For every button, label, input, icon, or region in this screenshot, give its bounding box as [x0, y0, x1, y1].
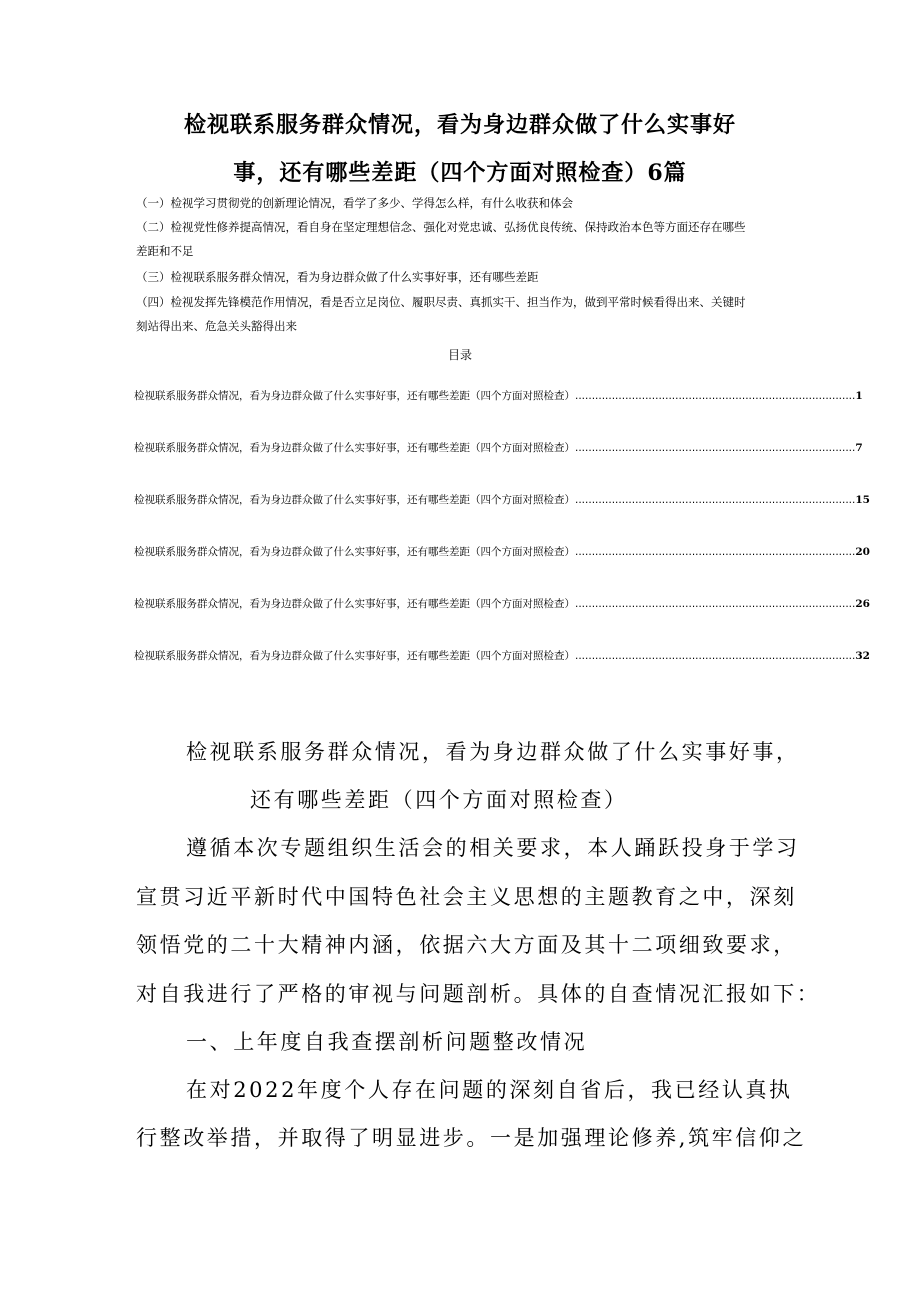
paragraph-line: 领悟党的二十大精神内涵，依据六大方面及其十二项细致要求，	[136, 933, 797, 957]
document-title-line-2: 事，还有哪些差距（四个方面对照检查）6篇	[233, 160, 687, 186]
toc-entry[interactable]	[134, 388, 863, 403]
toc-entry-title[interactable]: 检视联系服务群众情况，看为身边群众做了什么实事好事，还有哪些差距（四个方面对照检查）	[134, 546, 575, 558]
toc-leader-dots: ....................................................................................	[575, 546, 856, 558]
article-title-line-2: 还有哪些差距（四个方面对照检查）	[250, 788, 628, 812]
subtitle-line: （四）检视发挥先锋模范作用情况，看是否立足岗位、履职尽责、真抓实干、担当作为，做到平常时候看得出来、关键时	[136, 295, 746, 309]
toc-entry-page[interactable]: 15	[855, 494, 870, 506]
toc-entry[interactable]	[134, 492, 870, 507]
toc-leader-dots: ....................................................................................	[575, 390, 856, 402]
toc-entry[interactable]	[134, 596, 870, 611]
subtitle-line: 差距和不足	[136, 244, 194, 258]
subtitle-line: （二）检视党性修养提高情况，看自身在坚定理想信念、强化对党忠诚、弘扬优良传统、保持政治本色等方面还存在哪些	[136, 220, 746, 234]
toc-entry-title[interactable]: 检视联系服务群众情况，看为身边群众做了什么实事好事，还有哪些差距（四个方面对照检查）	[134, 390, 575, 402]
toc-leader-dots: ....................................................................................	[575, 494, 856, 506]
subtitle-line: （一）检视学习贯彻党的创新理论情况，看学了多少、学得怎么样，有什么收获和体会	[136, 196, 573, 210]
toc-entry-title[interactable]: 检视联系服务群众情况，看为身边群众做了什么实事好事，还有哪些差距（四个方面对照检查）	[134, 650, 575, 662]
toc-entry[interactable]	[134, 440, 863, 455]
toc-entry[interactable]	[134, 648, 870, 663]
subtitle-line: 刻站得出来、危急关头豁得出来	[136, 319, 297, 333]
paragraph-line: 在对2022年度个人存在问题的深刻自省后，我已经认真执	[186, 1078, 793, 1102]
article-title-line-1: 检视联系服务群众情况，看为身边群众做了什么实事好事，	[186, 740, 800, 764]
paragraph-line: 对自我进行了严格的审视与问题剖析。具体的自查情况汇报如下：	[136, 982, 821, 1006]
toc-leader-dots: ....................................................................................	[575, 442, 856, 454]
toc-entry-page[interactable]: 20	[855, 546, 870, 558]
toc-entry-page[interactable]: 32	[855, 650, 870, 662]
section-heading: 一、上年度自我查摆剖析问题整改情况	[186, 1030, 588, 1054]
toc-heading: 目录	[447, 348, 472, 362]
paragraph-line: 行整改举措，并取得了明显进步。一是加强理论修养,筑牢信仰之	[136, 1126, 807, 1150]
toc-leader-dots: ....................................................................................	[575, 650, 856, 662]
toc-entry-title[interactable]: 检视联系服务群众情况，看为身边群众做了什么实事好事，还有哪些差距（四个方面对照检查）	[134, 598, 575, 610]
toc-entry-title[interactable]: 检视联系服务群众情况，看为身边群众做了什么实事好事，还有哪些差距（四个方面对照检查）	[134, 442, 575, 454]
subtitle-line: （三）检视联系服务群众情况，看为身边群众做了什么实事好事，还有哪些差距	[136, 270, 539, 284]
toc-entry[interactable]	[134, 544, 870, 559]
toc-entry-page[interactable]: 1	[855, 390, 863, 402]
toc-entry-title[interactable]: 检视联系服务群众情况，看为身边群众做了什么实事好事，还有哪些差距（四个方面对照检查）	[134, 494, 575, 506]
toc-entry-page[interactable]: 7	[855, 442, 863, 454]
toc-entry-page[interactable]: 26	[855, 598, 870, 610]
paragraph-line: 遵循本次专题组织生活会的相关要求，本人踊跃投身于学习	[186, 836, 800, 860]
toc-leader-dots: ....................................................................................	[575, 598, 856, 610]
document-title-line-1: 检视联系服务群众情况，看为身边群众做了什么实事好	[183, 112, 736, 138]
paragraph-line: 宣贯习近平新时代中国特色社会主义思想的主题教育之中，深刻	[136, 885, 797, 909]
